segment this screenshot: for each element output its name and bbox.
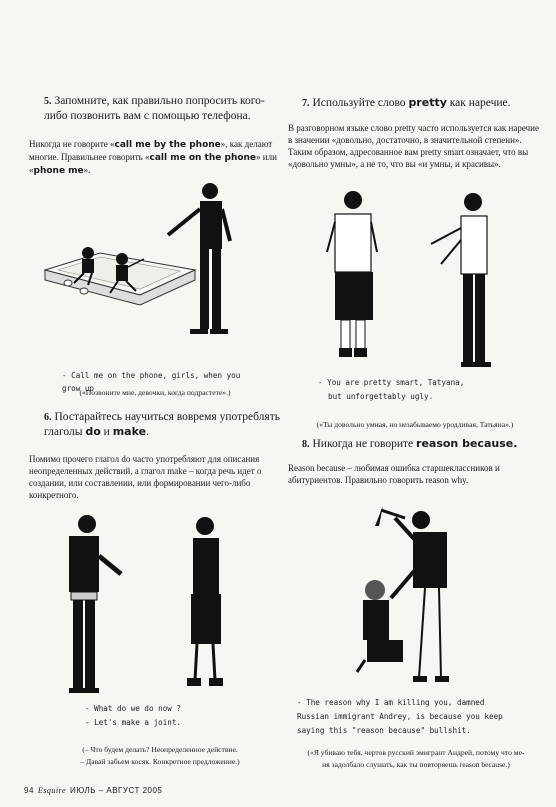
phrase-call-me-on-the-phone: call me on the phone [149,153,257,163]
text-span: как наречие. [446,97,511,109]
section-7 [302,96,542,111]
phrase-phone-me: phone me [33,166,84,176]
section-6-heading [44,410,284,439]
section-5-number: 5. [44,96,52,107]
word-do: do [85,425,101,438]
quote-sandbox: - Call me on the phone, girls, when you grow up [62,371,241,393]
section-7-heading [302,96,542,111]
illustration-sandbox [40,175,260,360]
section-5 [44,94,284,123]
section-6-body [29,447,284,501]
quote-do-make-1: - What do we do now ? [85,704,182,713]
caption-reason-because-2: ня задолбало слушать, как ты повторяешь reason because.) [322,760,510,769]
illustration-pretty-smart [325,188,515,373]
word-make: make [112,425,147,438]
section-5-body [29,132,284,177]
word-pretty: pretty [408,96,447,109]
section-5-title: Запомните, как правильно попросить кого-либо позвонить вам с помощью телефона. [44,95,265,122]
section-7-number: 7. [302,98,310,109]
text-span: . [146,426,149,438]
quote-do-make-2: - Let's make a joint. [85,718,182,727]
issue-date: ИЮЛЬ – АВГУСТ 2005 [70,786,163,795]
section-8 [302,437,542,452]
quote-reason-because-3: saying this "reason because" bullshit. [297,726,471,735]
section-5-heading [44,94,284,123]
text-span: Никогда не говорите « [29,139,115,149]
caption-do-make-2: – Давай забьем косяк. Конкретное предложение.) [80,757,240,766]
text-span: и [100,426,113,438]
section-8-body [288,456,540,486]
illustration-two-people [55,512,245,702]
section-7-body [288,116,540,170]
quote-pretty-smart-1: - You are pretty smart, Tatyana, [318,378,465,387]
caption-pretty-smart: («Ты довольно умная, но незабываемо уродливая, Татьяна».) [316,420,514,429]
page-footer [24,786,162,795]
section-8-paragraph: Reason because – любимая ошибка старшеклассников и абитуриентов. Правильно говорить reason why. [288,463,500,485]
caption-reason-because-1: («Я убиваю тебя, чертов русский эмигрант Андрей, потому что ме- [307,748,525,757]
section-6 [44,410,284,439]
text-span: ». [83,165,91,175]
magazine-name: Esquire [37,786,66,795]
caption-do-make-1: (– Что будем делать? Неопределенное действие. [82,745,238,754]
phrase-call-me-by-the-phone: call me by the phone [114,140,221,150]
section-6-paragraph: Помимо прочего глагол do часто употребляют для описания неопределенных действий, а глагол make – когда речь идет о создании, или составлении, или формировании чего-либо конкретного. [29,454,262,500]
caption-sandbox: («Позвоните мне, девочки, когда подрастете».) [79,388,231,397]
illustration-reason-because [355,500,465,690]
text-span: Используйте слово [312,97,409,109]
text-span: », как делают многие. Правильнее говорить « [29,139,273,162]
text-span: Постарайтесь научиться вовремя употреблять глаголы [44,411,280,438]
section-8-heading [302,437,542,452]
quote-reason-because-1: - The reason why I am killing you, damned [297,698,485,707]
text-span: » или « [29,152,277,175]
section-7-paragraph: В разговорном языке слово pretty часто используется как наречие в значении «довольно, достаточно, в значительной степени». Таким образом, адресованное вам pretty smart означает, что вы «довольно умны», а не то, что вы «и умны, и красивы». [288,123,539,169]
section-6-number: 6. [44,412,52,423]
page-number: 94 [24,786,34,795]
quote-reason-because-2: Russian immigrant Andrey, is because you keep [297,712,503,721]
quote-pretty-smart-2: but unforgettably ugly. [328,392,434,401]
phrase-reason-because: reason because. [416,437,518,450]
text-span: Никогда не говорите [312,438,417,450]
section-8-number: 8. [302,439,310,450]
section-5-paragraph [29,138,284,177]
